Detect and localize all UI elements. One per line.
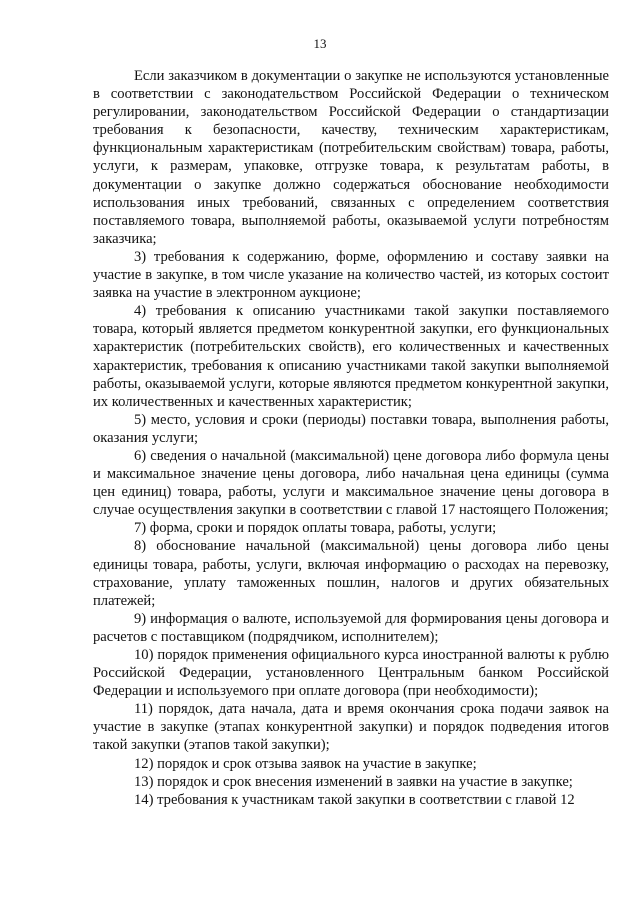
paragraph-item-7: 7) форма, сроки и порядок оплаты товара, работы, услуги;	[134, 520, 497, 537]
paragraph-item-9: 9) информация о валюте, используемой для формирования цены договора и расчетов с поставщиком (подрядчиком, исполнителем);	[93, 610, 609, 645]
paragraph-item-11: 11) порядок, дата начала, дата и время окончания срока подачи заявок на участие в закупке (этапах конкурентной закупки) и порядок подведения итогов такой закупки (этапов такой закупки);	[93, 701, 609, 754]
document-body	[93, 67, 609, 809]
paragraph-item-3: 3) требования к содержанию, форме, оформлению и составу заявки на участие в закупке, в том числе указание на количество частей, из которых состоит заявка на участие в электронном аукционе;	[93, 248, 609, 302]
paragraph-item-10: 10) порядок применения официального курса иностранной валюты к рублю Российской Федерации, установленного Центральным банком Российской Федерации и используемого при оплате договора (при необходимости);	[93, 647, 609, 700]
page-number: 13	[313, 36, 327, 51]
paragraph-item-13: 13) порядок и срок внесения изменений в заявки на участие в закупке;	[134, 773, 573, 790]
paragraph-item-12: 12) порядок и срок отзыва заявок на участие в закупке;	[134, 755, 477, 772]
paragraph-item-8: 8) обоснование начальной (максимальной) цены договора либо цены единицы товара, работы, услуги, включая информацию о расходах на перевозку, страхование, уплату таможенных пошлин, налогов и других обязательных платежей;	[93, 538, 609, 609]
paragraph-item-14: 14) требования к участникам такой закупки в соответствии с главой 12	[134, 791, 575, 808]
paragraph-item-4: 4) требования к описанию участниками такой закупки поставляемого товара, который является предметом конкурентной закупки, его функциональных характеристик (потребительских свойств), его количественных и качественных характеристик, требования к описанию участниками такой закупки выполняемой работы, оказываемой услуги, которые являются предметом конкурентной закупки, их количественных и качественных характеристик;	[93, 303, 609, 410]
paragraph-item-5: 5) место, условия и сроки (периоды) поставки товара, выполнения работы, оказания услуги;	[93, 411, 609, 446]
paragraph-item-6: 6) сведения о начальной (максимальной) цене договора либо формула цены и максимальное значение цены договора, либо начальная цена единицы (сумма цен единиц) товара, работы, услуги и максимальное значение цены договора в случае осуществления закупки в соответствии с главой 17 настоящего Положения;	[93, 447, 609, 519]
paragraph-justification: Если заказчиком в документации о закупке не используются установленные в соответствии с законодательством Российской Федерации о техническом регулировании, законодательством Российской Федерации о стандартизации требования к безопасности, качеству, техническим характеристикам, функциональным характеристикам (потребительским свойствам) товара, работы, услуги, к размерам, упаковке, отгрузке товара, к результатам работы, в документации о закупке должно содержаться обоснование необходимости использования иных требований, связанных с определением соответствия поставляемого товара, выполняемой работы, оказываемой услуги потребностям заказчика;	[93, 68, 609, 247]
